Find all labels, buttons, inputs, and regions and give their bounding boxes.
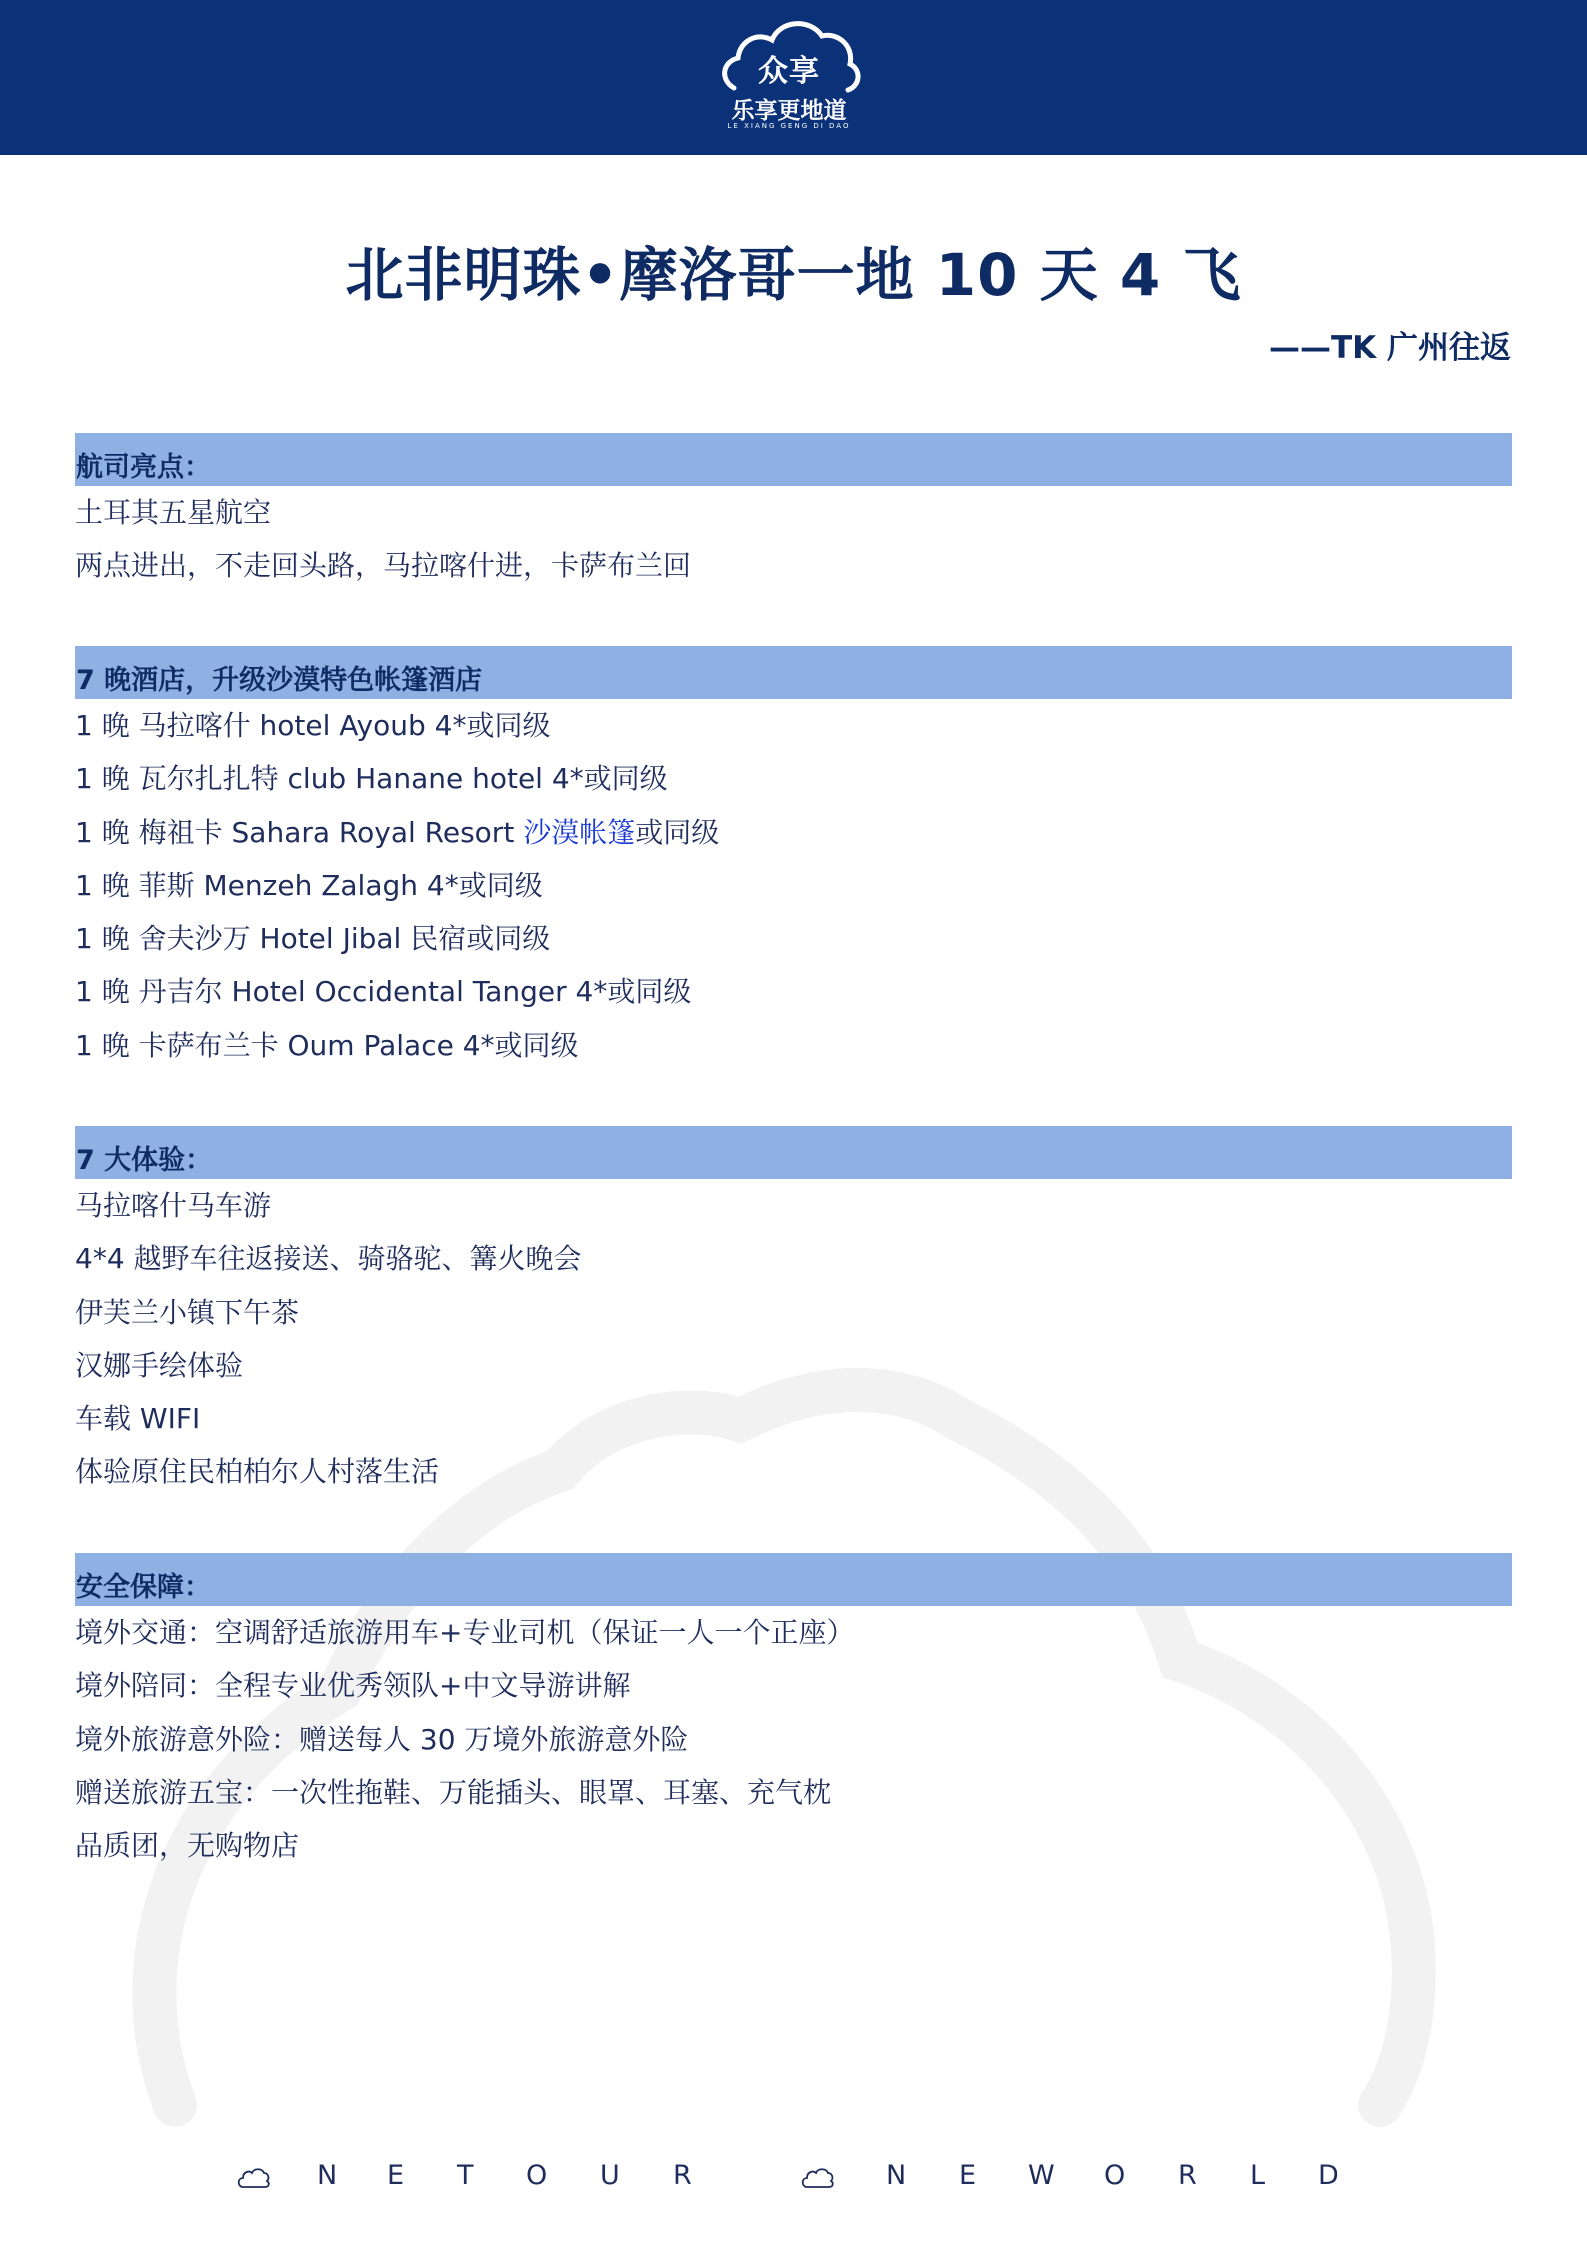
list-item: 马拉喀什马车游 (75, 1189, 272, 1222)
list-item (75, 806, 1512, 859)
footer (0, 2150, 1587, 2210)
section-heading: 安全保障： (75, 1553, 1512, 1606)
footer-letter: W (1028, 2160, 1055, 2191)
list-item: 1 晚 丹吉尔 Hotel Occidental Tanger 4*或同级 (75, 975, 692, 1009)
list-item: 汉娜手绘体验 (75, 1348, 244, 1382)
list-item-text: 或同级 (635, 815, 720, 849)
footer-letter: L (1250, 2160, 1266, 2191)
list-item: 体验原住民柏柏尔人村落生活 (75, 1455, 440, 1489)
logo-main-text: 众享 (758, 54, 820, 89)
section-hotels (75, 646, 1512, 1072)
list-item: 1 晚 菲斯 Menzeh Zalagh 4*或同级 (75, 868, 543, 902)
cloud-icon (801, 2167, 835, 2193)
footer-letter: N (886, 2160, 907, 2191)
list-item: 境外旅游意外险：赠送每人 30 万境外旅游意外险 (75, 1722, 689, 1756)
list-item: 1 晚 马拉喀什 hotel Ayoub 4*或同级 (75, 709, 551, 742)
footer-letter: R (673, 2160, 692, 2191)
footer-letter: T (457, 2160, 474, 2191)
list-item: 1 晚 瓦尔扎扎特 club Hanane hotel 4*或同级 (75, 762, 668, 796)
footer-letter: O (526, 2160, 548, 2191)
list-item: 伊芙兰小镇下午茶 (75, 1295, 300, 1329)
list-item: 境外陪同：全程专业优秀领队+中文导游讲解 (75, 1669, 631, 1703)
footer-letter: E (387, 2160, 405, 2191)
list-item: 境外交通：空调舒适旅游用车+专业司机（保证一人一个正座） (75, 1616, 855, 1649)
footer-letter: R (1178, 2160, 1197, 2191)
footer-letter: O (1104, 2160, 1126, 2191)
section-safety (75, 1553, 1512, 1872)
list-item: 土耳其五星航空 (75, 496, 272, 529)
list-item: 车载 WIFI (75, 1402, 201, 1436)
header-bar (0, 0, 1587, 155)
footer-letter: D (1318, 2160, 1339, 2191)
list-item: 赠送旅游五宝：一次性拖鞋、万能插头、眼罩、耳塞、充气枕 (75, 1775, 832, 1809)
page-title: 北非明珠•摩洛哥一地 10 天 4 飞 (345, 241, 1242, 309)
list-item: 1 晚 卡萨布兰卡 Oum Palace 4*或同级 (75, 1028, 579, 1062)
section-heading: 7 大体验： (75, 1126, 1512, 1179)
list-item: 两点进出，不走回头路，马拉喀什进，卡萨布兰回 (75, 549, 692, 583)
brand-logo (714, 10, 864, 140)
logo-pinyin: LE XIANG GENG DI DAO (727, 122, 851, 130)
footer-letter: U (600, 2160, 620, 2191)
section-heading: 航司亮点： (75, 433, 1512, 486)
list-item: 1 晚 舍夫沙万 Hotel Jibal 民宿或同级 (75, 922, 551, 956)
section-experiences (75, 1126, 1512, 1499)
list-item: 4*4 越野车往返接送、骑骆驼、篝火晚会 (75, 1242, 582, 1276)
cloud-icon (237, 2167, 271, 2193)
page-subtitle: ——TK 广州往返 (1269, 330, 1511, 366)
section-heading: 7 晚酒店，升级沙漠特色帐篷酒店 (75, 646, 1512, 699)
footer-letter: N (317, 2160, 338, 2191)
highlight-text: 沙漠帐篷 (523, 815, 636, 849)
list-item: 品质团，无购物店 (75, 1829, 300, 1863)
logo-slogan: 乐享更地道 (731, 98, 847, 124)
list-item-text: 1 晚 梅祖卡 Sahara Royal Resort (75, 815, 524, 849)
footer-letter: E (959, 2160, 977, 2191)
section-airline (75, 433, 1512, 593)
